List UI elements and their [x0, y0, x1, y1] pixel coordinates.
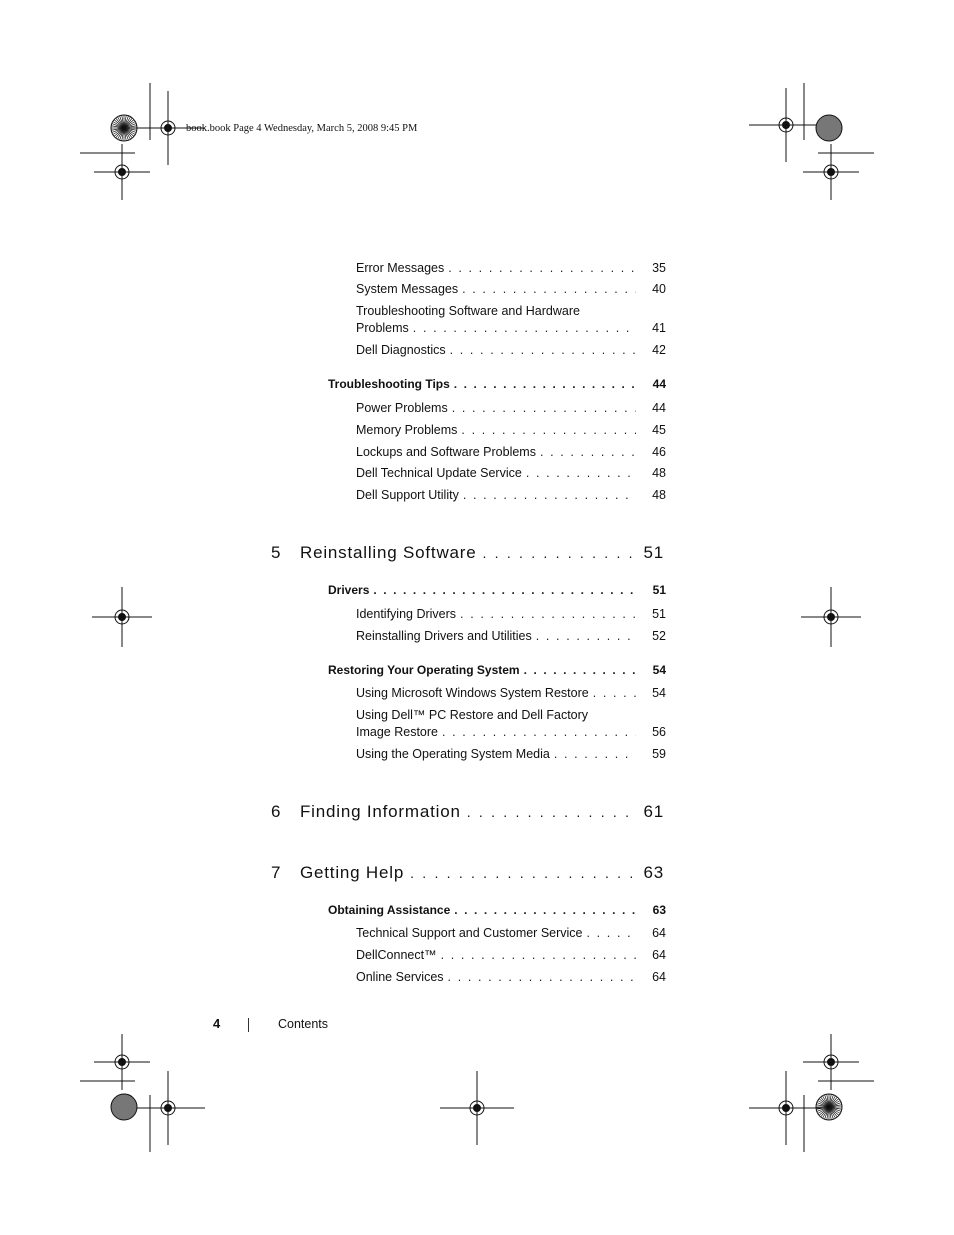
footer-section-label: Contents — [278, 1017, 329, 1031]
toc-chapter-5[interactable]: 5 Reinstalling Software . . . 51 — [271, 543, 664, 563]
toc-entry[interactable]: Using the Operating System Media . . . 59 — [356, 747, 666, 762]
registration-dot — [828, 1059, 835, 1066]
registration-dot — [474, 1105, 481, 1112]
registration-dot — [165, 125, 172, 132]
toc-entry[interactable]: Power Problems . . . 44 — [356, 401, 666, 416]
toc-section[interactable]: Obtaining Assistance . . . 63 — [328, 903, 666, 918]
toc-entry[interactable]: Reinstalling Drivers and Utilities . . . 52 — [356, 629, 666, 644]
registration-dot — [119, 614, 126, 621]
registration-dot — [119, 1059, 126, 1066]
toc-entry[interactable]: Identifying Drivers . . . 51 — [356, 607, 666, 622]
registration-dot — [119, 169, 126, 176]
toc-entry[interactable]: System Messages . . . 40 — [356, 282, 666, 297]
registration-dot — [783, 1105, 790, 1112]
toc-entry[interactable]: Dell Support Utility . . . 48 — [356, 488, 666, 503]
toc-entry[interactable]: Image Restore . . . 56 — [356, 725, 666, 740]
toc-entry[interactable]: DellConnect™ . . . 64 — [356, 948, 666, 963]
toc-entry[interactable]: Dell Technical Update Service . . . 48 — [356, 466, 666, 481]
toc-entry[interactable]: Problems . . . 41 — [356, 321, 666, 336]
toc-section[interactable]: Troubleshooting Tips . . . 44 — [328, 377, 666, 392]
toc-section[interactable]: Restoring Your Operating System . . . 54 — [328, 663, 666, 678]
page-number: 4 — [213, 1016, 221, 1031]
toc-entry[interactable]: Error Messages . . . 35 — [356, 261, 666, 276]
registration-dot — [828, 169, 835, 176]
toc-entry[interactable]: Lockups and Software Problems . . . 46 — [356, 445, 666, 460]
toc-entry-first-line: Using Dell™ PC Restore and Dell Factory — [356, 708, 589, 722]
toc-entry[interactable]: Using Microsoft Windows System Restore . . . 54 — [356, 686, 666, 701]
print-header-note: book.book Page 4 Wednesday, March 5, 2008 9:45 PM — [186, 123, 418, 134]
grey-target — [816, 115, 842, 141]
footer-divider — [248, 1018, 249, 1032]
toc-chapter-6[interactable]: 6 Finding Information . . . 61 — [271, 802, 664, 822]
registration-dot — [165, 1105, 172, 1112]
toc-entry[interactable]: Online Services . . . 64 — [356, 970, 666, 985]
toc-entry-first-line: Troubleshooting Software and Hardware — [356, 304, 580, 318]
toc-chapter-7[interactable]: 7 Getting Help . . . 63 — [271, 863, 664, 883]
toc-entry[interactable]: Technical Support and Customer Service . . . 64 — [356, 926, 666, 941]
registration-dot — [828, 614, 835, 621]
grey-target — [111, 1094, 137, 1120]
toc-section[interactable]: Drivers . . . 51 — [328, 583, 666, 598]
toc-entry[interactable]: Dell Diagnostics . . . 42 — [356, 343, 666, 358]
toc-entry[interactable]: Memory Problems . . . 45 — [356, 423, 666, 438]
registration-dot — [783, 122, 790, 129]
